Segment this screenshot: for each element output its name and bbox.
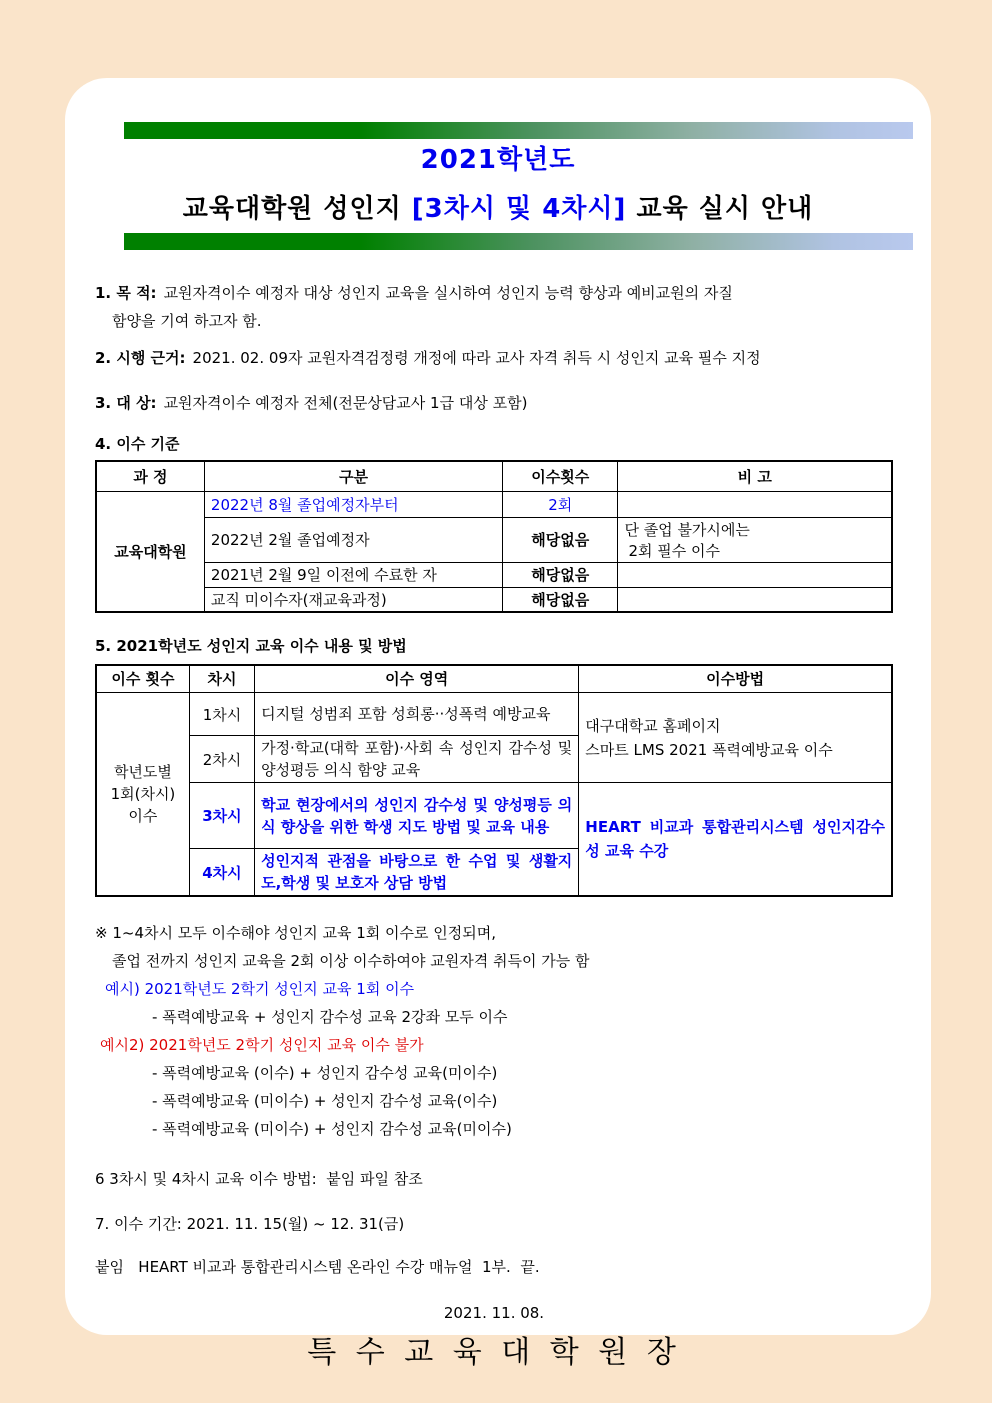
note-line-2: 졸업 전까지 성인지 교육을 2회 이상 이수하여야 교원자격 취득이 가능 함 [112, 952, 590, 970]
method-area-cell: 디지털 성범죄 포함 성희롱··성폭력 예방교육 [255, 693, 579, 736]
issue-date: 2021. 11. 08. [443, 1304, 545, 1322]
criteria-header-course: 과 정 [96, 461, 204, 491]
method-table-header-row [96, 665, 892, 693]
attachment-line: 붙임 HEART 비교과 통합관리시스템 온라인 수강 매뉴얼 1부. 끝. [95, 1258, 540, 1276]
header-gradient-bar-bottom [124, 233, 913, 250]
criteria-header-count: 이수횟수 [503, 461, 618, 491]
criteria-count-cell: 해당없음 [503, 587, 618, 612]
method-row-1 [96, 693, 892, 736]
main-title-highlight: [3차시 및 4차시] [411, 194, 627, 224]
criteria-row-2 [96, 517, 892, 562]
method-header-method: 이수방법 [579, 665, 892, 693]
notice-content [65, 279, 931, 1372]
criteria-header-note: 비 고 [618, 461, 892, 491]
criteria-row-3 [96, 562, 892, 587]
purpose-item [95, 279, 893, 335]
criteria-count-cell: 2회 [503, 491, 618, 517]
criteria-note-cell [618, 491, 892, 517]
criteria-note-cell: 단 졸업 불가시에는 2회 필수 이수 [618, 517, 892, 562]
signature: 특 수 교 육 대 학 원 장 [307, 1335, 681, 1370]
criteria-table-header-row [96, 461, 892, 491]
criteria-note-cell [618, 587, 892, 612]
criteria-count-cell: 해당없음 [503, 562, 618, 587]
header-gradient-bar-top [124, 122, 913, 139]
main-title [65, 193, 931, 225]
target-item: 3. 대 상: 교원자격이수 예정자 전체(전문상담교사 1급 대상 포함) [95, 394, 528, 412]
main-title-suffix: 교육 실시 안내 [626, 194, 814, 224]
session-method-item: 6 3차시 및 4차시 교육 이수 방법: 붙임 파일 참조 [95, 1170, 423, 1188]
example1-title: 예시) 2021학년도 2학기 성인지 교육 1회 이수 [105, 980, 415, 998]
criteria-category-cell: 교직 미이수자(재교육과정) [204, 587, 502, 612]
criteria-category-cell: 2022년 2월 졸업예정자 [204, 517, 502, 562]
method-method-cell-34: HEART 비교과 통합관리시스템 성인지감수성 교육 수강 [579, 783, 892, 897]
method-header-frequency: 이수 횟수 [96, 665, 189, 693]
criteria-course-cell: 교육대학원 [96, 491, 204, 612]
method-session-cell: 1차시 [189, 693, 254, 736]
note-line-1: ※ 1~4차시 모두 이수해야 성인지 교육 1회 이수로 인정되며, [95, 924, 496, 942]
criteria-header-category: 구분 [204, 461, 502, 491]
criteria-title: 4. 이수 기준 [95, 435, 180, 453]
method-row-3 [96, 783, 892, 849]
main-title-prefix: 교육대학원 성인지 [182, 194, 412, 224]
method-frequency-cell: 학년도별 1회(차시) 이수 [96, 693, 189, 897]
criteria-row-1 [96, 491, 892, 517]
example1-item: - 폭력예방교육 + 성인지 감수성 교육 2강좌 모두 이수 [152, 1008, 508, 1026]
basis-item: 2. 시행 근거: 2021. 02. 09자 교원자격검정령 개정에 따라 교사 자격 취득 시 성인지 교육 필수 지정 [95, 349, 761, 367]
period-item: 7. 이수 기간: 2021. 11. 15(월) ~ 12. 31(금) [95, 1215, 405, 1233]
method-header-session: 차시 [189, 665, 254, 693]
notice-card [65, 78, 931, 1370]
method-method-cell-12: 대구대학교 홈페이지 스마트 LMS 2021 폭력예방교육 이수 [579, 693, 892, 783]
method-area-cell: 학교 현장에서의 성인지 감수성 및 양성평등 의식 향상을 위한 학생 지도 방법 및 교육 내용 [255, 783, 579, 849]
criteria-table [95, 460, 893, 613]
example2-title: 예시2) 2021학년도 2학기 성인지 교육 이수 불가 [100, 1036, 424, 1054]
example2-item-1: - 폭력예방교육 (이수) + 성인지 감수성 교육(미이수) [152, 1064, 498, 1082]
example2-item-2: - 폭력예방교육 (미이수) + 성인지 감수성 교육(이수) [152, 1092, 498, 1110]
criteria-row-4 [96, 587, 892, 612]
notes-block [95, 922, 893, 1140]
target-label: 3. 대 상: [95, 394, 157, 412]
method-session-cell: 3차시 [189, 783, 254, 849]
criteria-count-cell: 해당없음 [503, 517, 618, 562]
method-session-cell: 2차시 [189, 736, 254, 783]
basis-label: 2. 시행 근거: [95, 349, 186, 367]
method-area-cell: 성인지적 관점을 바탕으로 한 수업 및 생활지도,학생 및 보호자 상담 방법 [255, 849, 579, 897]
method-session-cell: 4차시 [189, 849, 254, 897]
criteria-note-cell [618, 562, 892, 587]
year-title: 2021학년도 [420, 145, 576, 175]
criteria-category-cell: 2021년 2월 9일 이전에 수료한 자 [204, 562, 502, 587]
purpose-label: 1. 목 적: [95, 284, 157, 302]
method-table [95, 664, 893, 898]
purpose-line2: 함양을 기여 하고자 함. [112, 312, 262, 330]
method-area-cell: 가정·학교(대학 포함)·사회 속 성인지 감수성 및 양성평등 의식 함양 교육 [255, 736, 579, 783]
purpose-line1: 1. 목 적: 교원자격이수 예정자 대상 성인지 교육을 실시하여 성인지 능력 향상과 예비교원의 자질 [95, 284, 733, 302]
method-header-area: 이수 영역 [255, 665, 579, 693]
criteria-category-cell: 2022년 8월 졸업예정자부터 [204, 491, 502, 517]
method-title: 5. 2021학년도 성인지 교육 이수 내용 및 방법 [95, 636, 407, 655]
example2-item-3: - 폭력예방교육 (미이수) + 성인지 감수성 교육(미이수) [152, 1120, 512, 1138]
